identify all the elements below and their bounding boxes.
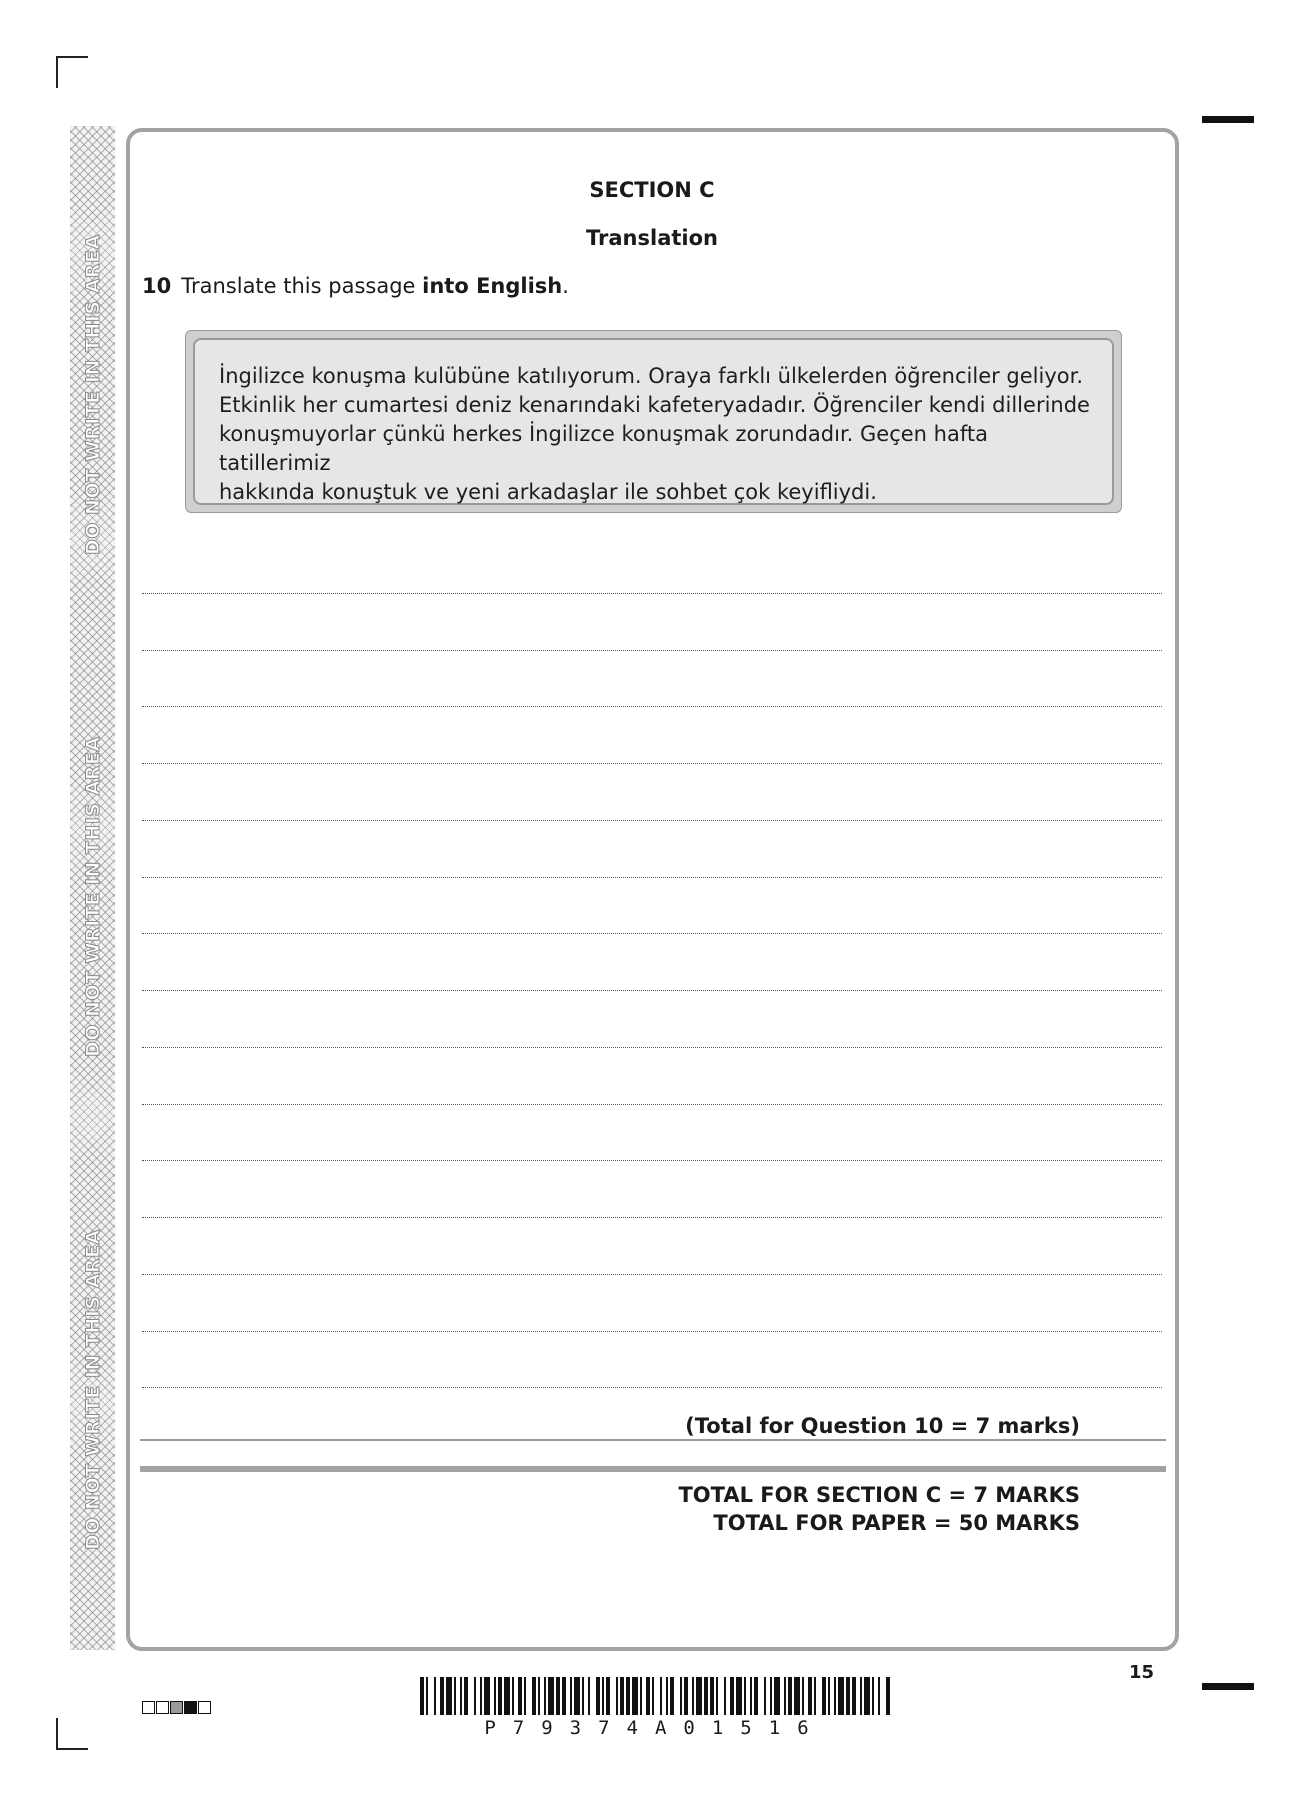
barcode-bar xyxy=(684,1677,688,1715)
barcode-bar xyxy=(512,1677,514,1715)
barcode-bar xyxy=(494,1677,496,1715)
question-text-end: . xyxy=(562,274,569,298)
barcode-bar xyxy=(420,1677,424,1715)
barcode-bar xyxy=(794,1677,800,1715)
paper-total: TOTAL FOR PAPER = 50 MARKS xyxy=(713,1511,1080,1535)
margin-warning-label: DO NOT WRITE IN THIS AREA xyxy=(82,736,104,1057)
barcode-bar xyxy=(548,1677,554,1715)
barcode-bar xyxy=(846,1677,850,1715)
answer-line[interactable] xyxy=(142,877,1162,878)
barcode-bar xyxy=(646,1677,650,1715)
answer-line[interactable] xyxy=(142,1047,1162,1048)
answer-line[interactable] xyxy=(142,650,1162,651)
barcode-bar xyxy=(802,1677,804,1715)
barcode-bar xyxy=(774,1677,780,1715)
barcode-bar xyxy=(886,1677,890,1715)
barcode-bar xyxy=(440,1677,444,1715)
barcode-bar xyxy=(480,1677,482,1715)
margin-warning-label: DO NOT WRITE IN THIS AREA xyxy=(82,234,104,555)
barcode-bar xyxy=(426,1677,428,1715)
passage-box xyxy=(185,330,1122,513)
passage-line: konuşmuyorlar çünkü herkes İngilizce konuşmak zorundadır. Geçen hafta tatillerimiz xyxy=(219,422,988,475)
barcode-bar xyxy=(606,1677,610,1715)
question-number: 10 xyxy=(142,274,172,298)
barcode-bar xyxy=(716,1677,718,1715)
question-text-bold: into English xyxy=(422,274,563,298)
barcode-bar xyxy=(544,1677,546,1715)
barcode-bar xyxy=(460,1677,462,1715)
barcode xyxy=(420,1677,890,1715)
answer-line[interactable] xyxy=(142,706,1162,707)
answer-line[interactable] xyxy=(142,1387,1162,1388)
barcode-bar xyxy=(834,1677,836,1715)
barcode-bar xyxy=(640,1677,642,1715)
barcode-bar xyxy=(704,1677,708,1715)
answer-line[interactable] xyxy=(142,1104,1162,1105)
barcode-bar xyxy=(632,1677,638,1715)
barcode-bar xyxy=(680,1677,682,1715)
barcode-bar xyxy=(446,1677,452,1715)
barcode-text: P79374A01516 xyxy=(484,1717,826,1739)
divider-thick xyxy=(140,1466,1166,1472)
answer-line[interactable] xyxy=(142,1331,1162,1332)
barcode-bar xyxy=(538,1677,540,1715)
question-prompt xyxy=(142,274,569,298)
page-marker-squares xyxy=(142,1701,212,1714)
barcode-bar xyxy=(872,1677,874,1715)
barcode-bar xyxy=(770,1677,772,1715)
answer-line[interactable] xyxy=(142,990,1162,991)
barcode-bar xyxy=(652,1677,654,1715)
passage-line: Etkinlik her cumartesi deniz kenarındaki kafeteryadadır. Öğrenciler kendi dillerinde xyxy=(219,393,1090,417)
marker-square xyxy=(156,1701,169,1714)
crop-mark-top-left-horizontal xyxy=(56,56,88,58)
barcode-bar xyxy=(556,1677,560,1715)
barcode-bar xyxy=(498,1677,502,1715)
section-title: SECTION C xyxy=(589,178,715,202)
barcode-bar xyxy=(860,1677,862,1715)
answer-line[interactable] xyxy=(142,820,1162,821)
barcode-bar xyxy=(620,1677,624,1715)
barcode-bar xyxy=(814,1677,816,1715)
barcode-bar xyxy=(822,1677,826,1715)
answer-line[interactable] xyxy=(142,1274,1162,1275)
crop-mark-bottom-left-vertical xyxy=(56,1718,58,1750)
barcode-bar xyxy=(750,1677,752,1715)
barcode-bar xyxy=(518,1677,522,1715)
answer-line[interactable] xyxy=(142,763,1162,764)
barcode-bar xyxy=(710,1677,714,1715)
barcode-bar xyxy=(666,1677,668,1715)
answer-line[interactable] xyxy=(142,1160,1162,1161)
marker-square xyxy=(142,1701,155,1714)
barcode-bar xyxy=(660,1677,662,1715)
section-subtitle: Translation xyxy=(586,226,718,250)
barcode-bar xyxy=(602,1677,604,1715)
registration-bar-bottom-right xyxy=(1202,1683,1254,1690)
question-total: (Total for Question 10 = 7 marks) xyxy=(685,1414,1080,1438)
barcode-bar xyxy=(464,1677,468,1715)
barcode-bar xyxy=(828,1677,830,1715)
registration-bar-top-right xyxy=(1202,116,1254,123)
barcode-bar xyxy=(724,1677,726,1715)
passage-line: hakkında konuştuk ve yeni arkadaşlar ile sohbet çok keyifliydi. xyxy=(219,480,877,504)
divider-thin xyxy=(140,1439,1166,1441)
marker-square xyxy=(184,1701,197,1714)
barcode-bar xyxy=(736,1677,742,1715)
barcode-bar xyxy=(524,1677,526,1715)
barcode-bar xyxy=(562,1677,566,1715)
barcode-bar xyxy=(626,1677,630,1715)
answer-line[interactable] xyxy=(142,593,1162,594)
barcode-bar xyxy=(764,1677,766,1715)
barcode-bar xyxy=(588,1677,590,1715)
margin-warning-label: DO NOT WRITE IN THIS AREA xyxy=(82,1229,104,1550)
answer-line[interactable] xyxy=(142,933,1162,934)
marker-square xyxy=(170,1701,183,1714)
barcode-bar xyxy=(878,1677,880,1715)
barcode-bar xyxy=(784,1677,786,1715)
barcode-bar xyxy=(434,1677,436,1715)
barcode-bar xyxy=(808,1677,812,1715)
barcode-bar xyxy=(838,1677,844,1715)
barcode-bar xyxy=(744,1677,746,1715)
barcode-bar xyxy=(788,1677,792,1715)
barcode-bar xyxy=(864,1677,870,1715)
marker-square xyxy=(198,1701,211,1714)
barcode-bar xyxy=(754,1677,758,1715)
section-total: TOTAL FOR SECTION C = 7 MARKS xyxy=(678,1483,1080,1507)
passage-text xyxy=(193,338,1114,505)
barcode-bar xyxy=(696,1677,702,1715)
barcode-bar xyxy=(504,1677,510,1715)
page-number: 15 xyxy=(1129,1662,1155,1683)
barcode-bar xyxy=(670,1677,674,1715)
barcode-bar xyxy=(596,1677,600,1715)
crop-mark-top-left-vertical xyxy=(56,56,58,88)
barcode-bar xyxy=(582,1677,584,1715)
crop-mark-bottom-left-horizontal xyxy=(56,1748,88,1750)
barcode-bar xyxy=(692,1677,694,1715)
passage-line: İngilizce konuşma kulübüne katılıyorum. Oraya farklı ülkelerden öğrenciler geliyor. xyxy=(219,364,1083,388)
barcode-bar xyxy=(454,1677,456,1715)
barcode-bar xyxy=(730,1677,734,1715)
barcode-bar xyxy=(532,1677,536,1715)
barcode-bar xyxy=(616,1677,618,1715)
barcode-bar xyxy=(852,1677,856,1715)
barcode-bar xyxy=(574,1677,580,1715)
barcode-bar xyxy=(484,1677,490,1715)
question-text: Translate this passage xyxy=(181,274,423,298)
barcode-bar xyxy=(474,1677,476,1715)
barcode-bar xyxy=(570,1677,572,1715)
answer-line[interactable] xyxy=(142,1217,1162,1218)
